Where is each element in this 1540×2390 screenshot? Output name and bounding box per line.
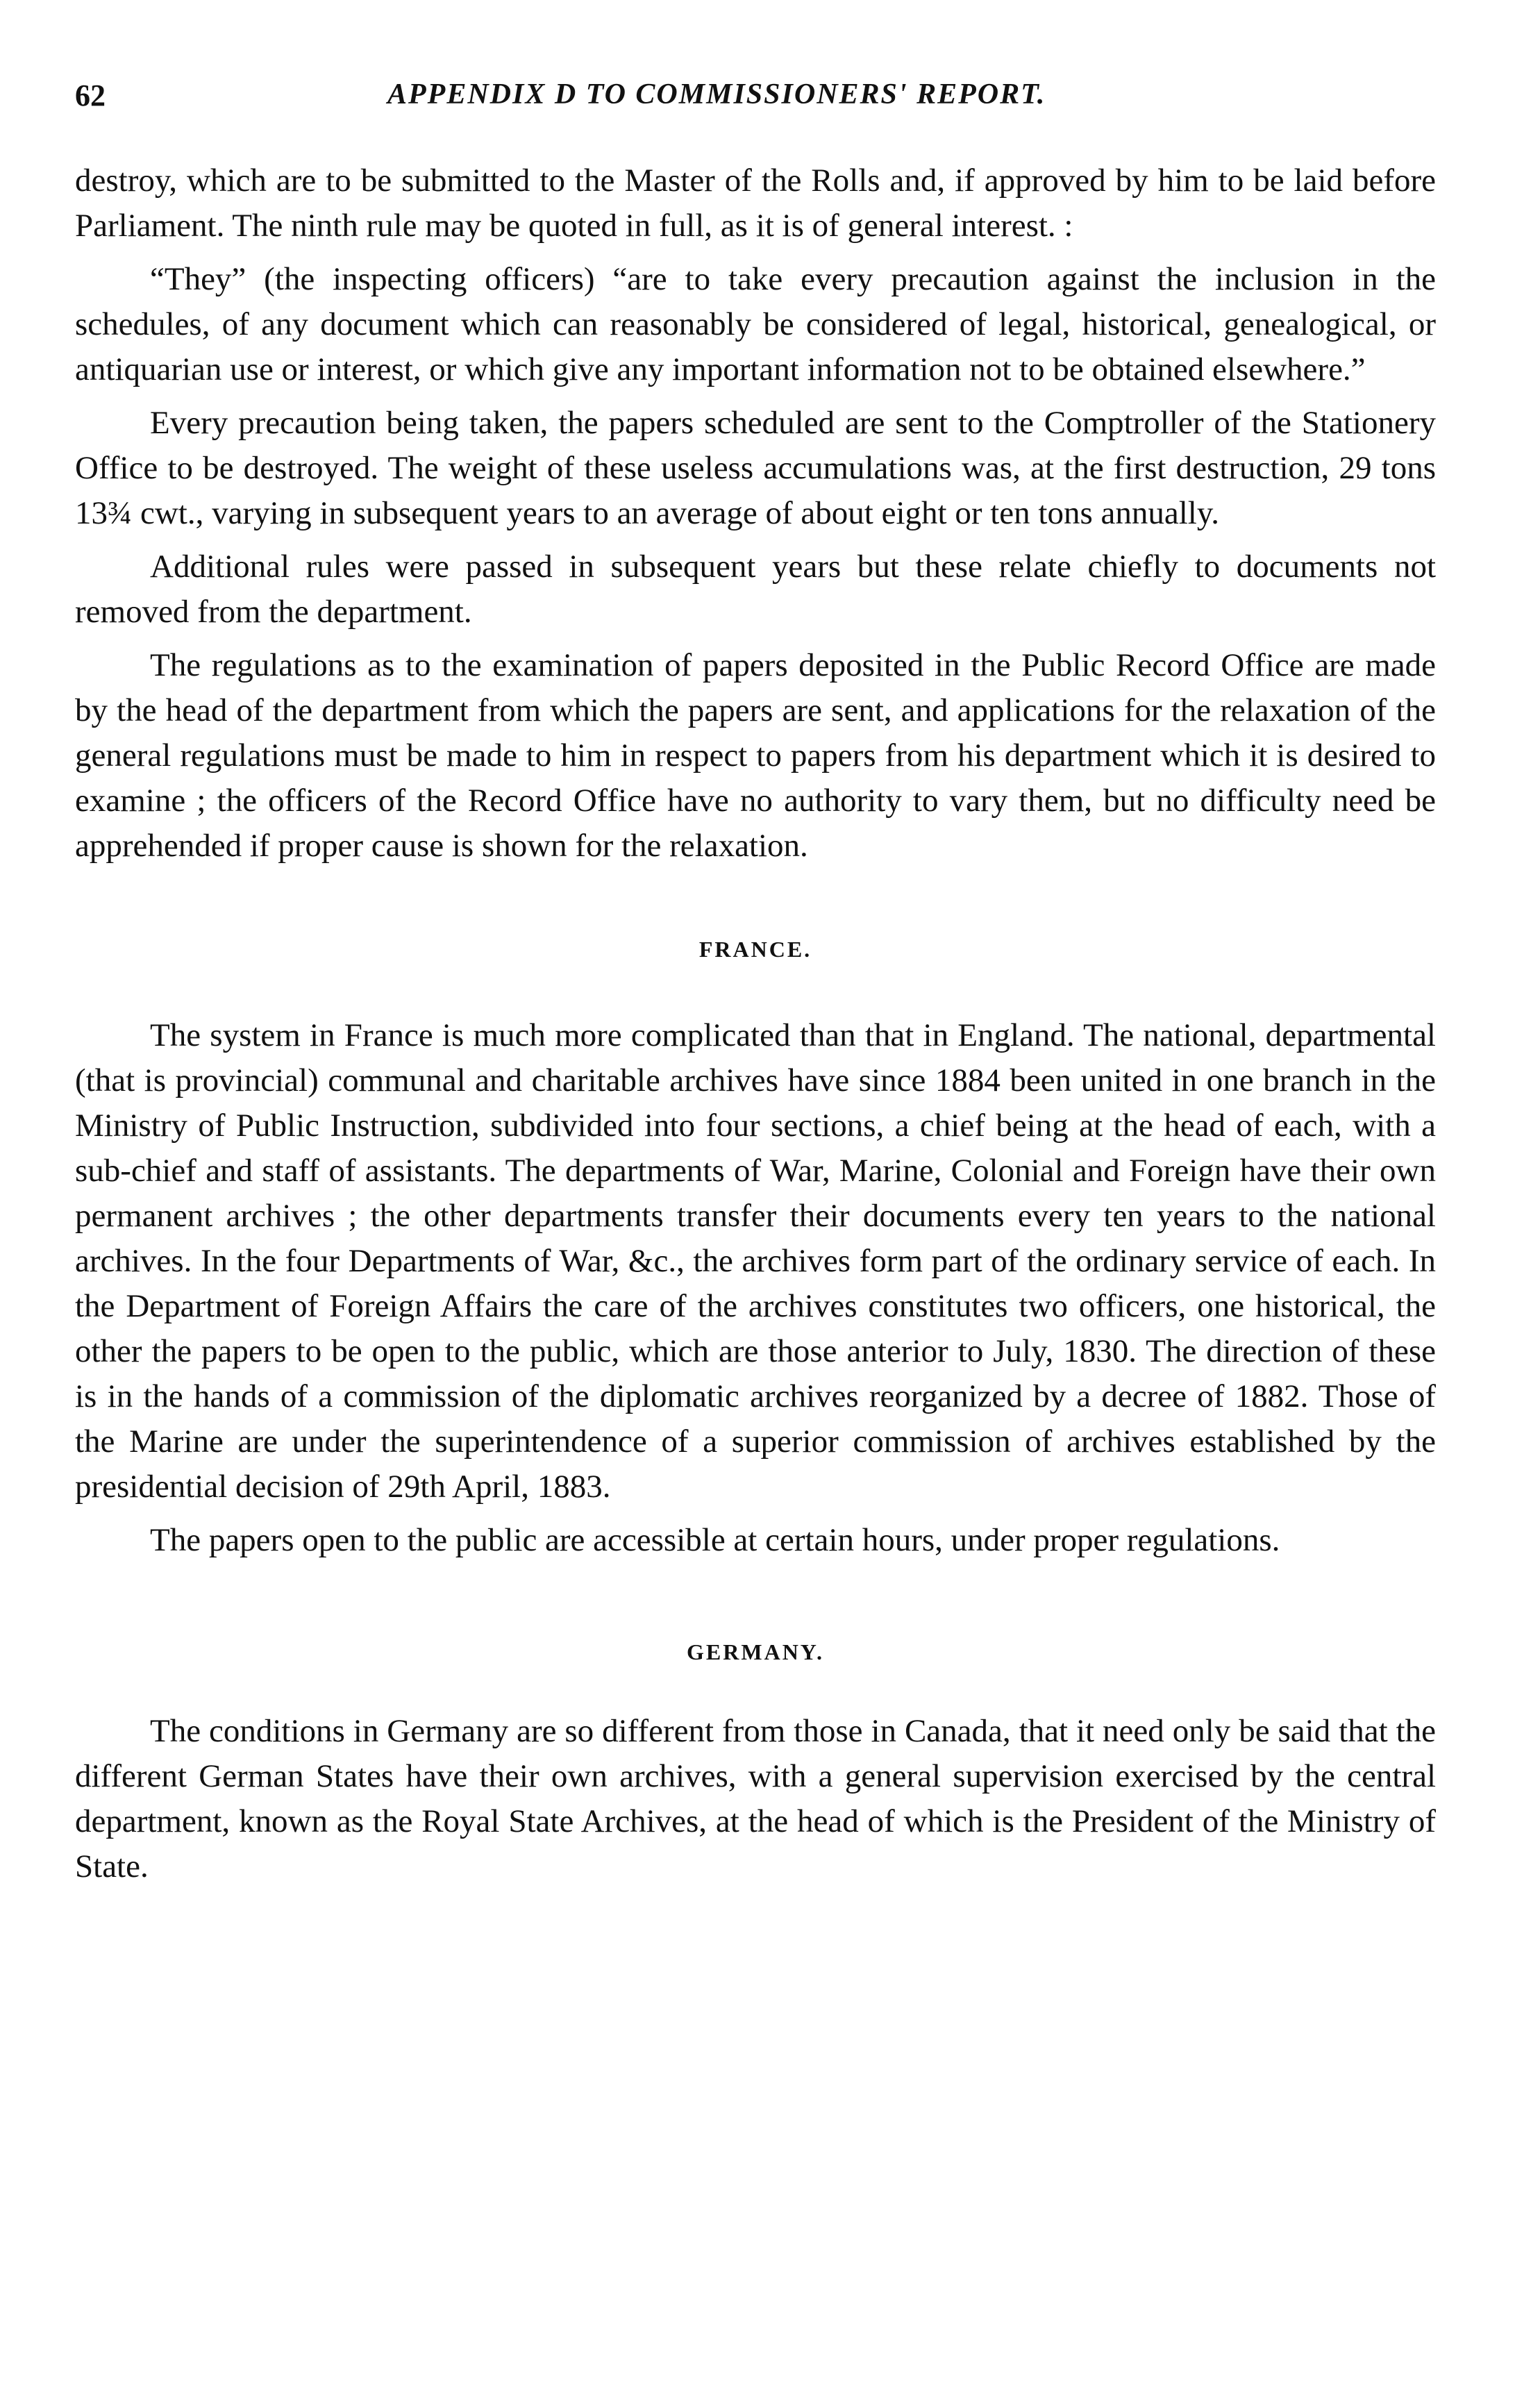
quoted-rule: “They” (the inspecting officers) “are to take every precaution against the inclusion in the schedules, of any document which can reasonably be considered of legal, historical, genealogical, or antiquarian use or interest, or which give any important information not to be obtained elsewhere.”: [75, 261, 1436, 387]
page-header: [75, 78, 1436, 119]
running-head: APPENDIX D TO COMMISSIONERS' REPORT.: [387, 78, 1046, 110]
page-number: 62: [75, 78, 106, 112]
paragraph: Every precaution being taken, the papers scheduled are sent to the Comptroller of the Stationery Office to be destroyed. The weight of these useless accumulations was, at the first destruction, 29 tons 13¾ cwt., varying in subsequent years to an average of about eight or ten tons annually.: [75, 405, 1436, 531]
paragraph: The conditions in Germany are so different from those in Canada, that it need only be said that the different German States have their own archives, with a general supervision exercised by the central department, known as the Royal State Archives, at the head of which is the President of the Ministry of State.: [75, 1713, 1436, 1885]
section-heading-france: FRANCE.: [698, 937, 812, 962]
paragraph: The regulations as to the examination of papers deposited in the Public Record Office are made by the head of the department from which the papers are sent, and applications for the relaxation of the general regulations must be made to him in respect to papers from his department which it is desired to examine ; the officers of the Record Office have no authority to vary them, but no difficulty need be apprehended if proper cause is shown for the relaxation.: [75, 647, 1436, 864]
paragraph: Additional rules were passed in subsequent years but these relate chiefly to documents not removed from the department.: [75, 549, 1436, 630]
paragraph: The system in France is much more complicated than that in England. The national, departmental (that is provincial) communal and charitable archives have since 1884 been united in one branch in the Ministry of Public Instruction, subdivided into four sections, a chief being at the head of each, with a sub-chief and staff of assistants. The departments of War, Marine, Colonial and Foreign have their own permanent archives ; the other departments transfer their documents every ten years to the national archives. In the four Departments of War, &c., the archives form part of the ordinary service of each. In the Department of Foreign Affairs the care of the archives constitutes two officers, one historical, the other the papers to be open to the public, which are those anterior to July, 1830. The direction of these is in the hands of a commission of the diplomatic archives reorganized by a decree of 1882. Those of the Marine are under the superintendence of a superior commission of archives established by the presidential decision of 29th April, 1883.: [75, 1017, 1436, 1505]
paragraph: The papers open to the public are accessible at certain hours, under proper regulations.: [150, 1522, 1280, 1558]
paragraph-continued: destroy, which are to be submitted to the Master of the Rolls and, if approved by him to be laid before Parliament. The ninth rule may be quoted in full, as it is of general interest. :: [75, 162, 1436, 244]
section-heading-germany: GERMANY.: [687, 1639, 824, 1664]
body-text: [75, 158, 1436, 1898]
